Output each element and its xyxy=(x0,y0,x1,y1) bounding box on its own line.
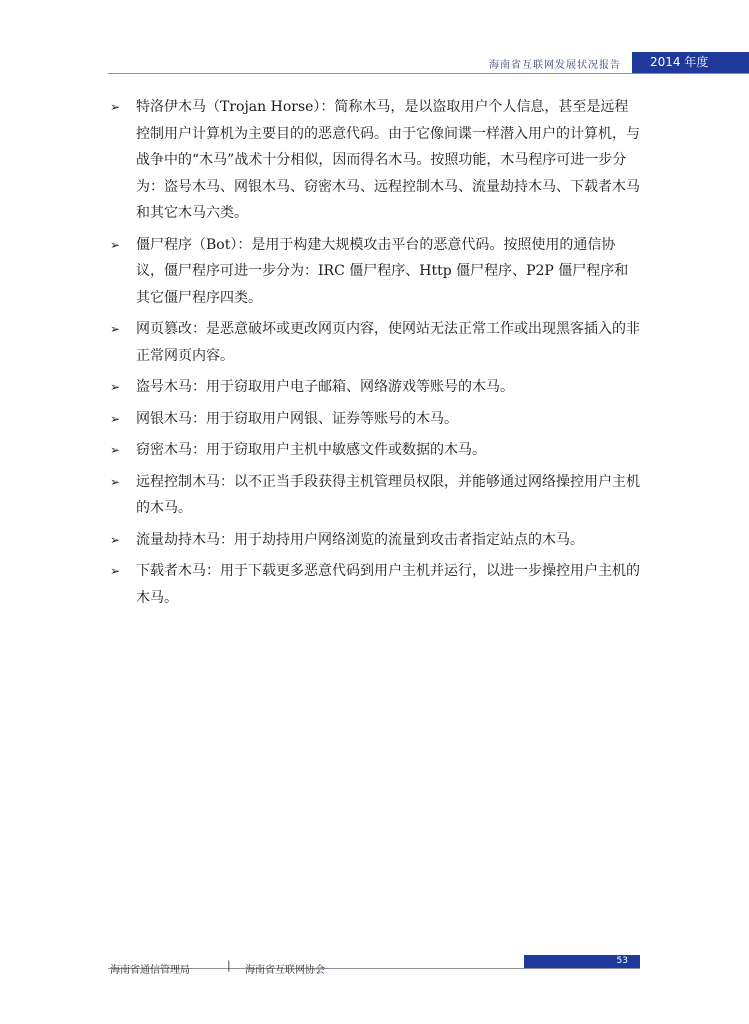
header-divider xyxy=(108,73,749,74)
arrow-bullet-icon: ➢ xyxy=(110,380,121,394)
list-item xyxy=(110,527,640,554)
list-item-text: 网银木马：用于窃取用户网银、证券等账号的木马。 xyxy=(136,410,458,427)
arrow-bullet-icon: ➢ xyxy=(110,322,121,336)
main-content xyxy=(110,94,640,616)
footer-separator: | xyxy=(227,959,231,972)
list-item xyxy=(110,469,640,522)
arrow-bullet-icon: ➢ xyxy=(110,443,121,457)
arrow-bullet-icon: ➢ xyxy=(110,237,121,252)
list-item xyxy=(110,316,640,369)
list-item-text: 盗号木马：用于窃取用户电子邮箱、网络游戏等账号的木马。 xyxy=(136,379,514,395)
list-item-text: 特洛伊木马（Trojan Horse）：简称木马，是以盗取用户个人信息，甚至是远程控制用户计算机为主要目的的恶意代码。由于它像间谍一样潜入用户的计算机，与战争中的“木马”战术十分相似，因而得名木马。按照功能，木马程序可进一步分为：盗号木马、网银木马、窃密木马、远程控制木马、流量劫持木马、下载者木马和其它木马六类。 xyxy=(136,99,640,221)
list-item xyxy=(110,406,640,433)
list-item xyxy=(110,437,640,464)
list-item-text: 网页篡改：是恶意破坏或更改网页内容，使网站无法正常工作或出现黑客插入的非正常网页内容。 xyxy=(136,321,640,364)
arrow-bullet-icon: ➢ xyxy=(110,411,121,426)
header-year-badge: 2014 年度 xyxy=(632,52,749,73)
list-item-text: 下载者木马：用于下载更多恶意代码到用户主机并运行，以进一步操控用户主机的木马。 xyxy=(136,563,640,606)
list-item xyxy=(110,558,640,611)
list-item xyxy=(110,374,640,401)
list-item-text: 流量劫持木马：用于劫持用户网络浏览的流量到攻击者指定站点的木马。 xyxy=(136,531,584,548)
footer-org-right: 海南省互联网协会 xyxy=(245,965,325,976)
arrow-bullet-icon: ➢ xyxy=(110,100,121,114)
list-item-text: 僵尸程序（Bot）：是用于构建大规模攻击平台的恶意代码。按照使用的通信协议，僵尸程序可进一步分为：IRC 僵尸程序、Http 僵尸程序、P2P 僵尸程序和其它僵尸程序四类。 xyxy=(136,236,629,306)
list-item-text: 远程控制木马：以不正当手段获得主机管理员权限，并能够通过网络操控用户主机的木马。 xyxy=(136,473,640,516)
list-item-text: 窃密木马：用于窃取用户主机中敏感文件或数据的木马。 xyxy=(136,442,486,458)
header-title: 海南省互联网发展状况报告 xyxy=(489,60,621,71)
footer-org-left: 海南省通信管理局 xyxy=(110,965,190,976)
arrow-bullet-icon: ➢ xyxy=(110,532,121,547)
arrow-bullet-icon: ➢ xyxy=(110,474,121,489)
list-item xyxy=(110,94,640,227)
page-number: 53 xyxy=(524,955,640,968)
list-item xyxy=(110,232,640,312)
arrow-bullet-icon: ➢ xyxy=(110,564,121,578)
